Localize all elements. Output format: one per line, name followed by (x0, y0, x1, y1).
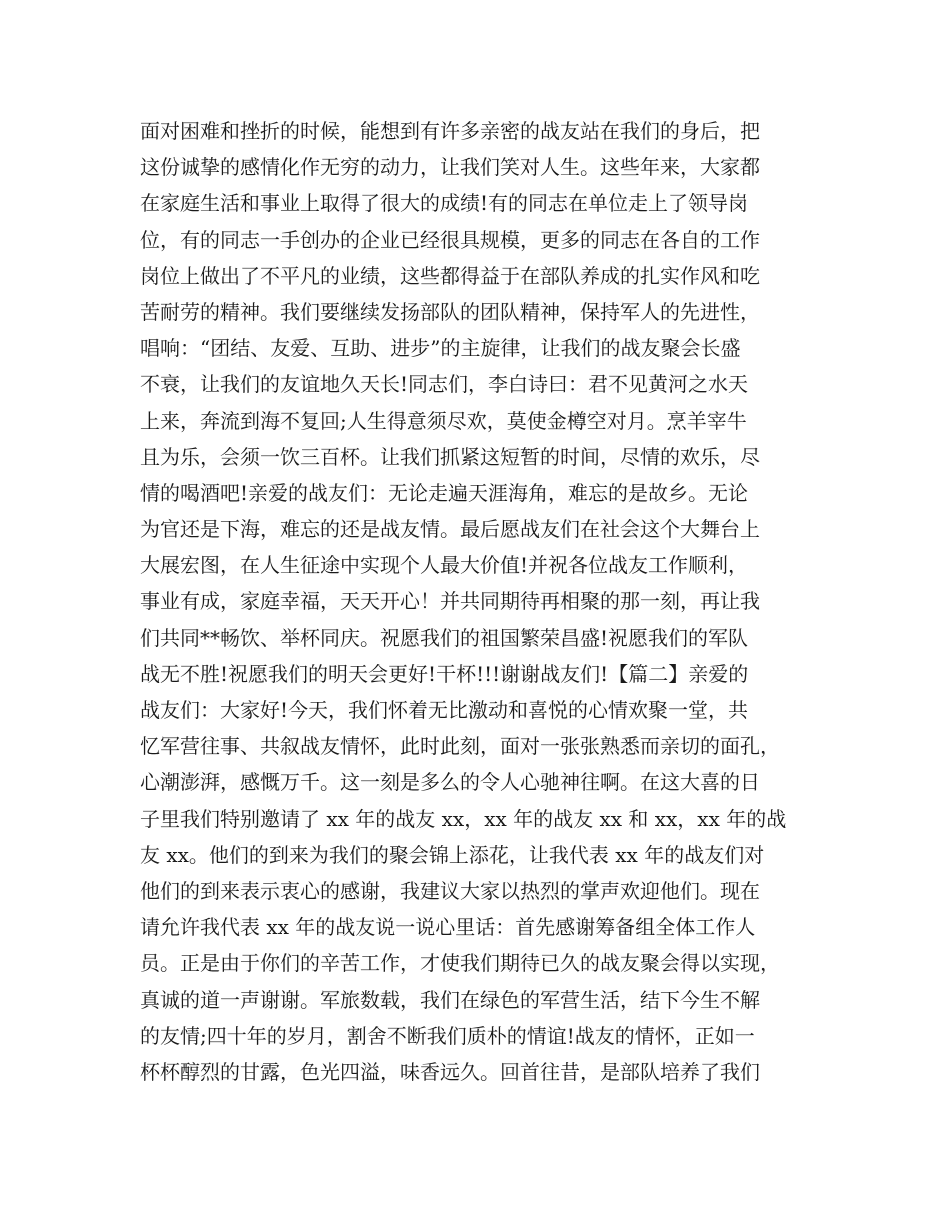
text-line: 面对困难和挫折的时候，能想到有许多亲密的战友站在我们的身后，把 (140, 119, 760, 143)
text-line: 这份诚挚的感情化作无穷的动力，让我们笑对人生。这些年来，大家都 (140, 155, 760, 180)
text-line: 忆军营往事、共叙战友情怀，此时此刻，面对一张张熟悉而亲切的面孔， (140, 734, 780, 759)
text-line: 员。正是由于你们的辛苦工作，才使我们期待已久的战友聚会得以实现， (140, 951, 780, 976)
text-line: 岗位上做出了不平凡的业绩，这些都得益于在部队养成的扎实作风和吃 (140, 263, 760, 288)
text-line: 战无不胜!祝愿我们的明天会更好!干杯!!!谢谢战友们!【篇二】亲爱的 (140, 661, 749, 686)
text-line: 他们的到来表示衷心的感谢，我建议大家以热烈的掌声欢迎他们。现在 (140, 878, 760, 903)
text-line: 大展宏图，在人生征途中实现个人最大价值!并祝各位战友工作顺利， (140, 553, 749, 578)
body-text (140, 113, 830, 1090)
text-line: 杯杯醇烈的甘露，色光四溢，味香远久。回首往昔，是部队培养了我们 (140, 1059, 760, 1084)
text-line: 友 xx。他们的到来为我们的聚会锦上添花，让我代表 xx 年的战友们对 (140, 842, 765, 867)
text-line: 不衰，让我们的友谊地久天长!同志们，李白诗曰：君不见黄河之水天 (140, 372, 749, 397)
text-line: 位，有的同志一手创办的企业已经很具规模，更多的同志在各自的工作 (140, 227, 760, 252)
text-line: 唱响：“团结、友爱、互助、进步”的主旋律，让我们的战友聚会长盛 (140, 336, 741, 361)
text-line: 真诚的道一声谢谢。军旅数载，我们在绿色的军营生活，结下今生不解 (140, 987, 760, 1012)
text-line: 事业有成，家庭幸福，天天开心！并共同期待再相聚的那一刻，再让我 (140, 589, 760, 614)
text-line: 的友情;四十年的岁月，割舍不断我们质朴的情谊!战友的情怀，正如一 (140, 1023, 755, 1048)
text-line: 在家庭生活和事业上取得了很大的成绩!有的同志在单位走上了领导岗 (140, 191, 749, 216)
text-line: 为官还是下海，难忘的还是战友情。最后愿战友们在社会这个大舞台上 (140, 517, 760, 542)
text-line: 且为乐，会须一饮三百杯。让我们抓紧这短暂的时间，尽情的欢乐，尽 (140, 444, 760, 469)
text-line: 子里我们特别邀请了 xx 年的战友 xx，xx 年的战友 xx 和 xx，xx 年的战 (140, 806, 787, 831)
text-line: 战友们：大家好!今天，我们怀着无比激动和喜悦的心情欢聚一堂，共 (140, 698, 749, 722)
text-line: 请允许我代表 xx 年的战友说一说心里话：首先感谢筹备组全体工作人 (140, 915, 756, 940)
text-line: 上来，奔流到海不复回;人生得意须尽欢，莫使金樽空对月。烹羊宰牛 (140, 408, 747, 433)
text-line: 情的喝酒吧!亲爱的战友们：无论走遍天涯海角，难忘的是故乡。无论 (140, 480, 749, 505)
text-line: 苦耐劳的精神。我们要继续发扬部队的团队精神，保持军人的先进性， (140, 299, 760, 324)
text-line: 心潮澎湃，感慨万千。这一刻是多么的令人心驰神往啊。在这大喜的日 (140, 770, 760, 795)
text-line: 们共同**畅饮、举杯同庆。祝愿我们的祖国繁荣昌盛!祝愿我们的军队 (140, 625, 749, 650)
